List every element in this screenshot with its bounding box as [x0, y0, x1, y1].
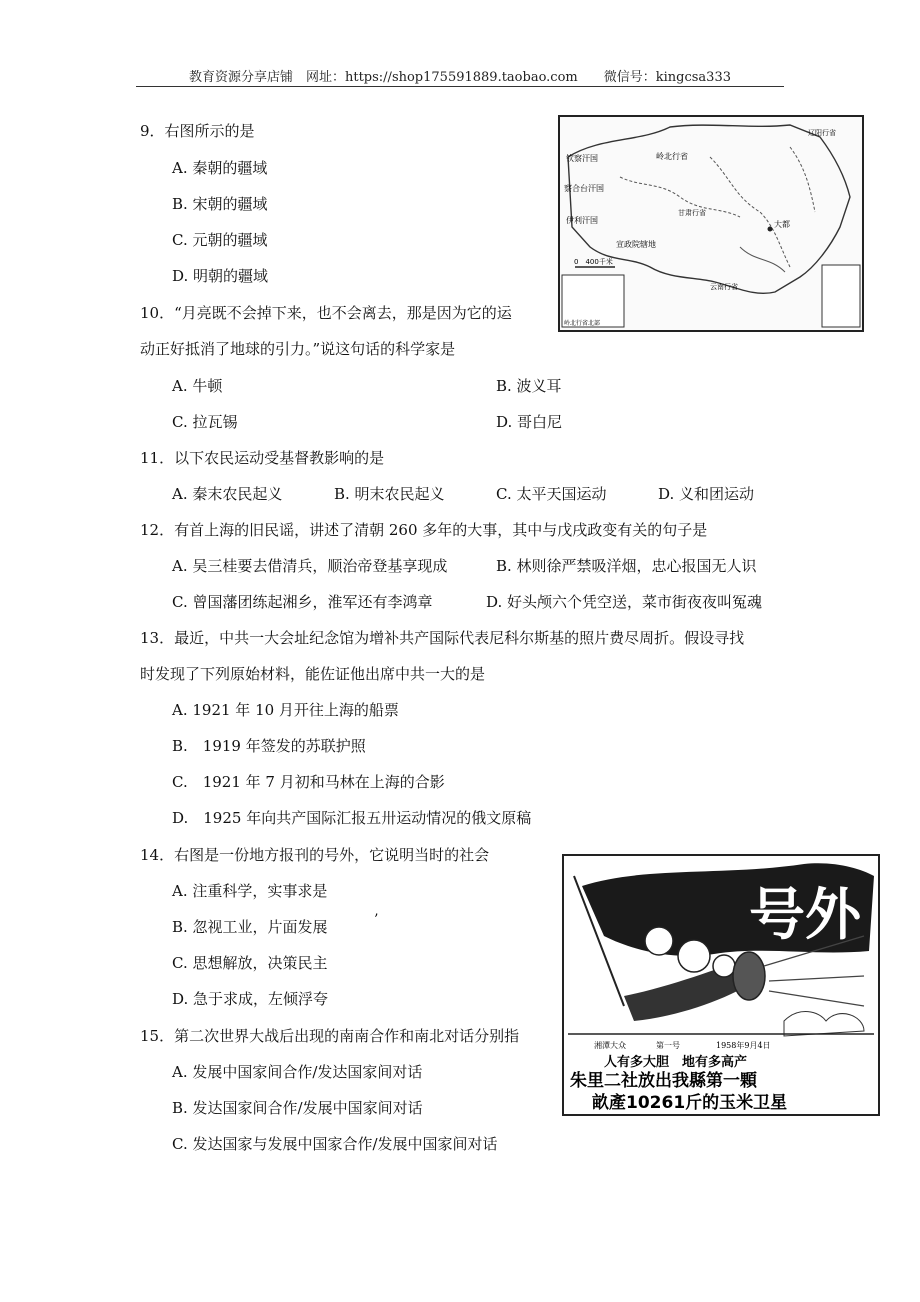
- q13-option-a[interactable]: A. 1921 年 10 月开往上海的船票: [172, 701, 399, 719]
- map-label-liaoyang: 辽阳行省: [808, 129, 836, 137]
- question-10-stem-cont: 动正好抵消了地球的引力。”说这句话的科学家是: [140, 340, 456, 358]
- stray-mark: ’: [374, 912, 379, 928]
- newspaper-drawing: [564, 856, 878, 1114]
- q13-option-b[interactable]: B. 1919 年签发的苏联护照: [172, 737, 366, 755]
- q15-option-b[interactable]: B. 发达国家间合作/发展中国家间对话: [172, 1099, 423, 1117]
- q11-option-b[interactable]: B. 明末农民起义: [334, 485, 445, 503]
- question-10-stem: 10．“月亮既不会掉下来，也不会离去，那是因为它的运: [140, 304, 512, 322]
- q10-option-b[interactable]: B. 波义耳: [496, 377, 562, 395]
- page-header: 教育资源分享店铺 网址：https://shop175591889.taobao.com 微信号：kingcsa333: [188, 70, 731, 85]
- paper-name: 湘潭大众: [594, 1041, 626, 1050]
- q10-option-c[interactable]: C. 拉瓦锡: [172, 413, 238, 431]
- question-11-stem: 11．以下农民运动受基督教影响的是: [140, 449, 385, 467]
- newspaper-extra-figure: [562, 854, 880, 1116]
- q11-option-d[interactable]: D. 义和团运动: [658, 485, 755, 503]
- header-divider: [136, 86, 784, 87]
- question-13-stem-cont: 时发现了下列原始材料，能佐证他出席中共一大的是: [140, 665, 486, 683]
- q10-option-a[interactable]: A. 牛顿: [172, 377, 223, 395]
- map-inset-label: 岭北行省北部: [564, 320, 601, 327]
- map-label-gansu: 甘肃行省: [678, 209, 706, 217]
- q9-option-d[interactable]: D. 明朝的疆域: [172, 267, 269, 285]
- headline-3: 畝產10261斤的玉米卫星: [592, 1093, 788, 1113]
- extra-banner: 号外: [749, 882, 861, 948]
- question-14-stem: 14．右图是一份地方报刊的号外，它说明当时的社会: [140, 846, 490, 864]
- q9-option-c[interactable]: C. 元朝的疆域: [172, 231, 268, 249]
- q14-option-d[interactable]: D. 急于求成，左倾浮夸: [172, 990, 329, 1008]
- q12-option-a[interactable]: A. 吴三桂要去借清兵，顺治帝登基享现成: [172, 557, 448, 575]
- headline-1: 人有多大胆 地有多高产: [604, 1055, 748, 1070]
- q14-option-c[interactable]: C. 思想解放，决策民主: [172, 954, 328, 972]
- q11-option-c[interactable]: C. 太平天国运动: [496, 485, 607, 503]
- question-15-stem: 15．第二次世界大战后出现的南南合作和南北对话分别指: [140, 1027, 520, 1045]
- paper-page: 第一号: [656, 1041, 680, 1050]
- q14-option-b[interactable]: B. 忽视工业，片面发展: [172, 918, 328, 936]
- q11-option-a[interactable]: A. 秦末农民起义: [172, 485, 283, 503]
- q15-option-c[interactable]: C. 发达国家与发展中国家合作/发展中国家间对话: [172, 1135, 498, 1153]
- map-label-lingbei: 岭北行省: [656, 152, 688, 161]
- q9-option-b[interactable]: B. 宋朝的疆域: [172, 195, 268, 213]
- q12-option-c[interactable]: C. 曾国藩团练起湘乡，淮军还有李鸿章: [172, 593, 433, 611]
- q13-option-d[interactable]: D. 1925 年向共产国际汇报五卅运动情况的俄文原稿: [172, 809, 532, 827]
- headline-2: 朱里二社放出我縣第一顆: [570, 1071, 757, 1091]
- q15-option-a[interactable]: A. 发展中国家间合作/发达国家间对话: [172, 1063, 423, 1081]
- yuan-dynasty-map: [558, 115, 864, 332]
- question-9-stem: 9．右图所示的是: [140, 122, 255, 140]
- paper-date: 1958年9月4日: [716, 1041, 771, 1050]
- q14-option-a[interactable]: A. 注重科学，实事求是: [172, 882, 328, 900]
- q9-option-a[interactable]: A. 秦朝的疆域: [172, 159, 268, 177]
- map-label-ilkhanate: 伊利汗国: [566, 216, 598, 225]
- q13-option-c[interactable]: C. 1921 年 7 月初和马林在上海的合影: [172, 773, 445, 791]
- map-label-dadu: 大都: [774, 220, 790, 229]
- q12-option-b[interactable]: B. 林则徐严禁吸洋烟，忠心报国无人识: [496, 557, 757, 575]
- question-13-stem: 13．最近，中共一大会址纪念馆为增补共产国际代表尼科尔斯基的照片费尽周折。假设寻找: [140, 629, 745, 647]
- q12-option-d[interactable]: D. 好头颅六个凭空送，菜市街夜夜叫冤魂: [486, 593, 763, 611]
- map-label-kipchak: 钦察汗国: [566, 154, 598, 163]
- map-label-yunnan: 云南行省: [710, 283, 738, 291]
- map-label-xuanzheng: 宣政院辖地: [616, 240, 656, 249]
- map-drawing: [560, 117, 862, 330]
- map-scale: 0 400千米: [574, 258, 613, 266]
- map-label-chagatai: 察合台汗国: [564, 184, 604, 193]
- question-12-stem: 12．有首上海的旧民谣，讲述了清朝 260 多年的大事，其中与戊戌政变有关的句子是: [140, 521, 708, 539]
- q10-option-d[interactable]: D. 哥白尼: [496, 413, 563, 431]
